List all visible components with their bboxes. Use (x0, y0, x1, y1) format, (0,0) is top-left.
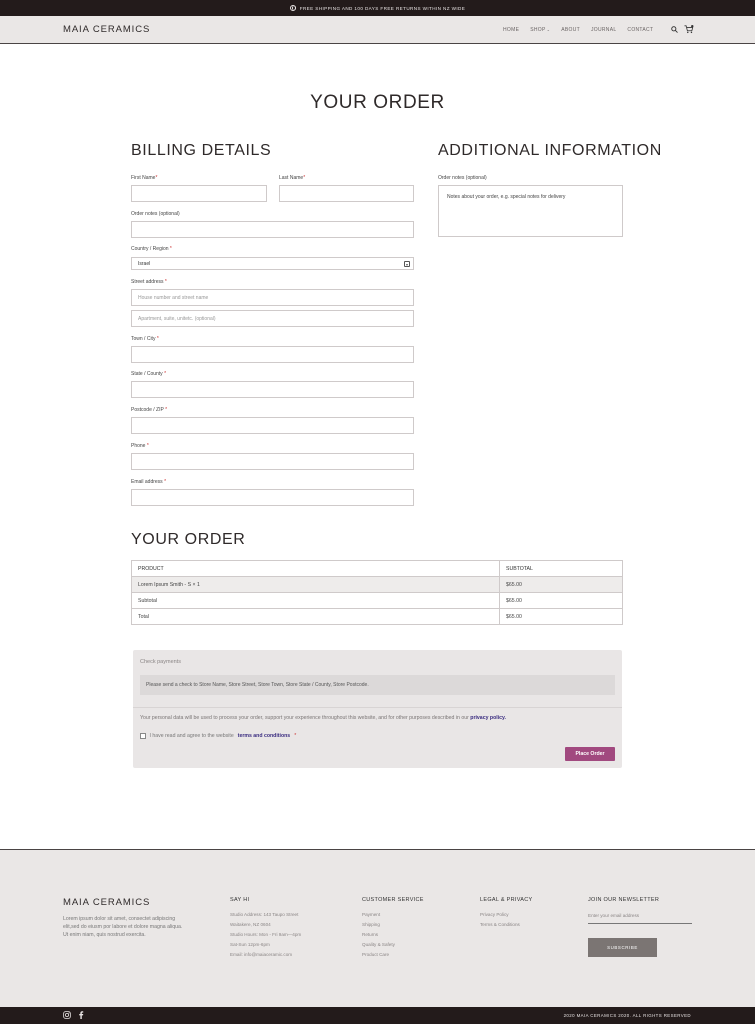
newsletter-email-input[interactable] (588, 913, 692, 924)
footer-link[interactable]: Shipping (362, 922, 380, 927)
chevron-down-icon: ⌄ (546, 27, 551, 32)
state-label: State / County * (131, 371, 167, 377)
order-notes-textarea[interactable] (438, 185, 623, 237)
email-label-text: Email address (131, 479, 163, 485)
footer-link[interactable]: Returns (362, 932, 379, 937)
footer-item: Studio Address: 143 Taupo Street (230, 912, 299, 917)
chevron-down-icon: ▾ (405, 262, 408, 267)
order-notes-placeholder: Notes about your order, e.g. special notes for delivery (447, 194, 566, 200)
footer-item: Waitakere, NZ 0604 (230, 922, 271, 927)
postcode-label: Postcode / ZIP * (131, 407, 168, 413)
additional-heading: ADDITIONAL INFORMATION (438, 142, 662, 159)
footer-col-newsletter (588, 897, 659, 910)
col-subtotal: SUBTOTAL (500, 561, 623, 577)
email-label: Email address * (131, 479, 167, 485)
table-row (132, 577, 623, 593)
town-label-text: Town / City (131, 336, 156, 342)
order-notes-label: Order notes (optional) (438, 175, 487, 181)
state-label-text: State / County (131, 371, 163, 377)
facebook-icon[interactable] (78, 1011, 84, 1019)
site-footer (0, 849, 755, 1007)
country-label-text: Country / Region (131, 246, 169, 252)
first-name-label: First Name* (131, 175, 158, 181)
footer-heading: JOIN OUR NEWSLETTER (588, 897, 660, 903)
street-address-field[interactable] (131, 289, 414, 306)
search-icon[interactable] (671, 26, 678, 33)
footer-item: Studio Hours: Mon - Fri 9am—4pm (230, 932, 302, 937)
apartment-field[interactable] (131, 310, 414, 327)
main-menu (503, 27, 664, 33)
social-links (63, 1011, 84, 1019)
last-name-label: Last Name* (279, 175, 306, 181)
last-name-field[interactable] (279, 185, 414, 202)
item-price: $65.00 (500, 577, 623, 593)
payment-instructions (140, 675, 615, 695)
footer-item[interactable]: Email: info@maiaceramic.com (230, 952, 293, 957)
footer-link[interactable]: Payment (362, 912, 381, 917)
place-order-button[interactable]: Place Order (565, 747, 615, 761)
street-label-text: Street address (131, 279, 164, 285)
item-name: Lorem Ipsum Smith - S (138, 581, 192, 588)
globe-icon (290, 5, 296, 11)
footer-col-legal (480, 897, 533, 930)
privacy-policy-link[interactable]: privacy policy. (470, 715, 506, 721)
payment-method-label[interactable]: Check payments (140, 659, 181, 665)
footer-col-say-hi (230, 897, 301, 960)
newsletter-email-placeholder: Enter your email address (588, 913, 640, 918)
subscribe-button[interactable]: SUBSCRIBE (588, 938, 657, 957)
first-name-label-text: First Name (131, 175, 156, 181)
privacy-notice (140, 715, 506, 721)
footer-heading: LEGAL & PRIVACY (480, 897, 533, 903)
postcode-field[interactable] (131, 417, 414, 434)
footer-link[interactable]: Quality & Safety (362, 942, 395, 947)
billing-notes-field[interactable] (131, 221, 414, 238)
billing-heading: BILLING DETAILS (131, 142, 272, 159)
terms-checkbox[interactable] (140, 733, 146, 739)
postcode-label-text: Postcode / ZIP (131, 407, 164, 413)
subtotal-value: $65.00 (500, 593, 623, 609)
phone-label-text: Phone (131, 443, 146, 449)
town-field[interactable] (131, 346, 414, 363)
divider (133, 707, 622, 708)
required-marker: * (294, 733, 297, 739)
country-value: Israel (138, 260, 151, 267)
item-qty: × 1 (192, 581, 200, 588)
cart-icon[interactable] (684, 25, 694, 34)
last-name-label-text: Last Name (279, 175, 304, 181)
billing-notes-label: Order notes (optional) (131, 211, 180, 217)
terms-row (140, 733, 296, 739)
apartment-placeholder: Apartment, suite, unitetc. (optional) (138, 315, 216, 322)
footer-link[interactable]: Terms & Conditions (480, 922, 520, 927)
instagram-icon[interactable] (63, 1011, 71, 1019)
col-product: PRODUCT (132, 561, 500, 577)
footer-item: Sat-Sun 12pm-6pm (230, 942, 270, 947)
total-value: $65.00 (500, 609, 623, 625)
email-field[interactable] (131, 489, 414, 506)
footer-link[interactable]: Privacy Policy (480, 912, 509, 917)
site-header (0, 16, 755, 44)
table-row (132, 593, 623, 609)
menu-contact[interactable]: CONTACT (627, 27, 654, 33)
order-table (131, 560, 623, 625)
menu-shop-label: SHOP (530, 27, 546, 33)
town-label: Town / City * (131, 336, 159, 342)
first-name-field[interactable] (131, 185, 267, 202)
table-header-row (132, 561, 623, 577)
announcement-text: FREE SHIPPING AND 100 DAYS FREE RETURNS WITHIN NZ WIDE (299, 5, 466, 11)
order-heading: YOUR ORDER (131, 531, 246, 548)
phone-label: Phone * (131, 443, 149, 449)
phone-field[interactable] (131, 453, 414, 470)
payment-panel (133, 650, 622, 768)
table-row (132, 609, 623, 625)
site-logo[interactable]: MAIA CERAMICS (63, 24, 151, 35)
page-title: YOUR ORDER (310, 92, 445, 113)
copyright: 2020 MAIA CERAMICS 2020. ALL RIGHTS RESERVED (563, 1013, 691, 1018)
footer-heading: CUSTOMER SERVICE (362, 897, 424, 903)
subtotal-label: Subtotal (132, 593, 500, 609)
street-label: Street address * (131, 279, 167, 285)
menu-about[interactable]: ABOUT (561, 27, 580, 33)
street-placeholder: House number and street name (138, 294, 209, 301)
footer-heading: SAY HI (230, 897, 250, 903)
state-field[interactable] (131, 381, 414, 398)
menu-shop[interactable] (530, 27, 550, 33)
terms-text: I have read and agree to the website (149, 733, 234, 739)
country-label: Country / Region * (131, 246, 172, 252)
footer-col-customer-service (362, 897, 424, 960)
country-select[interactable] (131, 257, 414, 270)
menu-journal[interactable]: JOURNAL (590, 27, 617, 33)
terms-link[interactable]: terms and conditions (237, 733, 291, 739)
bottom-bar (0, 1007, 755, 1024)
footer-about: Lorem ipsum dolor sit amet, consectet adipiscing elit,sed do eiusm por labore et dolore magna aliqua. Ut enim niam, quis nostrud exercita. (63, 916, 183, 938)
footer-logo[interactable]: MAIA CERAMICS (63, 897, 151, 908)
footer-link[interactable]: Product Care (362, 952, 390, 957)
total-label: Total (132, 609, 500, 625)
announcement-bar (0, 0, 755, 16)
payment-instructions-text: Please send a check to Store Name, Store Street, Store Town, Store State / County, Store Postcode. (146, 682, 369, 688)
menu-home[interactable]: HOME (503, 27, 520, 33)
order-item (132, 577, 500, 593)
privacy-text: Your personal data will be used to process your order, support your experience throughout this website, and for other purposes described in our (140, 715, 469, 721)
